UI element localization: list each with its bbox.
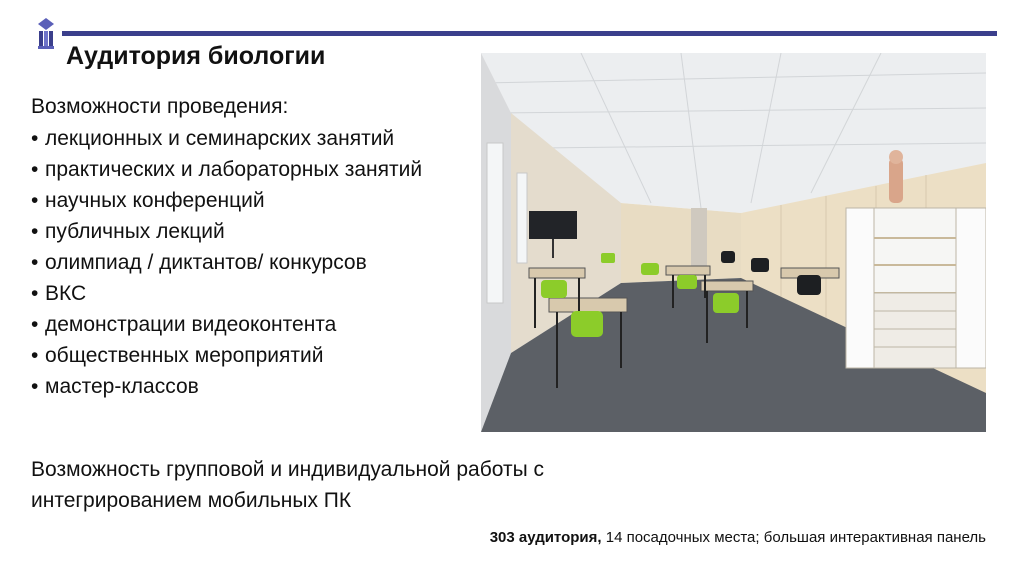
list-item: • олимпиад / диктантов/ конкурсов bbox=[31, 251, 367, 274]
university-logo-icon bbox=[36, 18, 56, 50]
group-work-text: Возможность групповой и индивидуальной работы с интегрированием мобильных ПК bbox=[31, 458, 545, 512]
list-item: • лекционных и семинарских занятий bbox=[31, 127, 395, 150]
header-rule bbox=[62, 31, 997, 36]
room-caption bbox=[490, 529, 986, 546]
page-title: Аудитория биологии bbox=[66, 42, 326, 70]
classroom-photo bbox=[481, 53, 986, 432]
intro-text: Возможности проведения: bbox=[31, 95, 289, 118]
list-item: • общественных мероприятий bbox=[31, 344, 324, 367]
capabilities-list bbox=[31, 123, 422, 402]
list-item: • научных конференций bbox=[31, 189, 265, 212]
list-item: • публичных лекций bbox=[31, 220, 225, 243]
list-item: • демонстрации видеоконтента bbox=[31, 313, 337, 336]
room-details: 14 посадочных места; большая интерактивная панель bbox=[601, 529, 986, 546]
room-number: 303 аудитория, bbox=[489, 529, 602, 546]
list-item: • практических и лабораторных занятий bbox=[31, 158, 423, 181]
list-item: • мастер-классов bbox=[31, 375, 199, 398]
list-item: • ВКС bbox=[31, 282, 87, 305]
